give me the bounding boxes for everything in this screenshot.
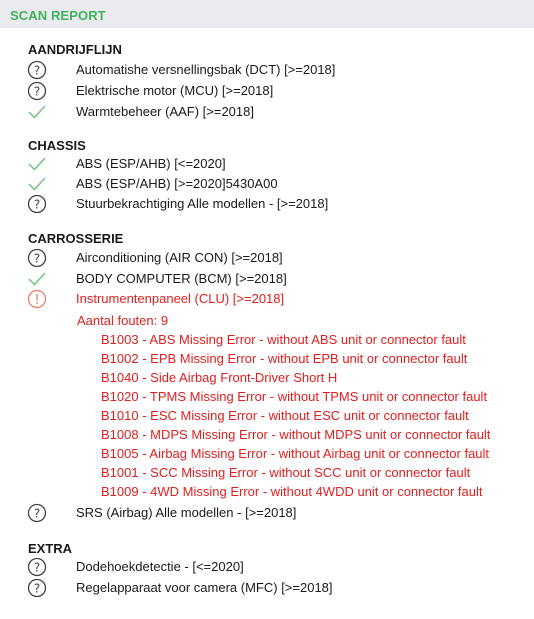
check-icon [27, 174, 47, 194]
svg-text:?: ? [33, 63, 41, 78]
section-title-carrosserie: CARROSSERIE [28, 231, 124, 246]
module-label: Airconditioning (AIR CON) [>=2018] [76, 250, 283, 265]
fault-code: B1009 - 4WD Missing Error - without 4WDD unit or connector fault [101, 484, 483, 499]
module-label: ABS (ESP/AHB) [<=2020] [76, 156, 226, 171]
section-title-aandrijflijn: AANDRIJFLIJN [28, 42, 122, 57]
svg-text:?: ? [33, 581, 41, 596]
module-label: Elektrische motor (MCU) [>=2018] [76, 83, 274, 98]
svg-text:?: ? [33, 197, 41, 212]
report-title: SCAN REPORT [10, 8, 106, 23]
exclamation-circle-icon [27, 289, 47, 309]
fault-code: B1003 - ABS Missing Error - without ABS unit or connector fault [101, 332, 466, 347]
module-label: Instrumentenpaneel (CLU) [>=2018] [76, 291, 285, 306]
fault-code: B1010 - ESC Missing Error - without ESC unit or connector fault [101, 408, 469, 423]
module-label: Automatishe versnellingsbak (DCT) [>=2018] [76, 62, 336, 77]
fault-code: B1020 - TPMS Missing Error - without TPMS unit or connector fault [101, 389, 488, 404]
svg-text:?: ? [33, 560, 41, 575]
question-circle-icon [27, 503, 47, 523]
svg-text:?: ? [33, 251, 41, 266]
section-title-chassis: CHASSIS [28, 138, 86, 153]
section-title-extra: EXTRA [28, 541, 73, 556]
check-icon [27, 154, 47, 174]
module-label: Regelapparaat voor camera (MFC) [>=2018] [76, 580, 333, 595]
report-header [0, 0, 534, 28]
fault-code: B1001 - SCC Missing Error - without SCC unit or connector fault [101, 465, 471, 480]
fault-code: B1008 - MDPS Missing Error - without MDPS unit or connector fault [101, 427, 491, 442]
module-label: ABS (ESP/AHB) [>=2020]5430A00 [76, 176, 278, 191]
svg-text:?: ? [33, 506, 41, 521]
svg-text:?: ? [33, 84, 41, 99]
module-label: Stuurbekrachtiging Alle modellen - [>=2018] [76, 196, 329, 211]
question-circle-icon [27, 194, 47, 214]
check-icon [27, 269, 47, 289]
question-circle-icon [27, 60, 47, 80]
module-label: Warmtebeheer (AAF) [>=2018] [76, 104, 254, 119]
question-circle-icon [27, 81, 47, 101]
fault-count: Aantal fouten: 9 [77, 313, 169, 328]
module-label: BODY COMPUTER (BCM) [>=2018] [76, 271, 287, 286]
question-circle-icon [27, 578, 47, 598]
check-icon [27, 102, 47, 122]
fault-code: B1040 - Side Airbag Front-Driver Short H [101, 370, 338, 385]
fault-code: B1005 - Airbag Missing Error - without Airbag unit or connector fault [101, 446, 490, 461]
fault-code: B1002 - EPB Missing Error - without EPB unit or connector fault [101, 351, 468, 366]
question-circle-icon [27, 248, 47, 268]
module-label: Dodehoekdetectie - [<=2020] [76, 559, 244, 574]
module-label: SRS (Airbag) Alle modellen - [>=2018] [76, 505, 297, 520]
question-circle-icon [27, 557, 47, 577]
